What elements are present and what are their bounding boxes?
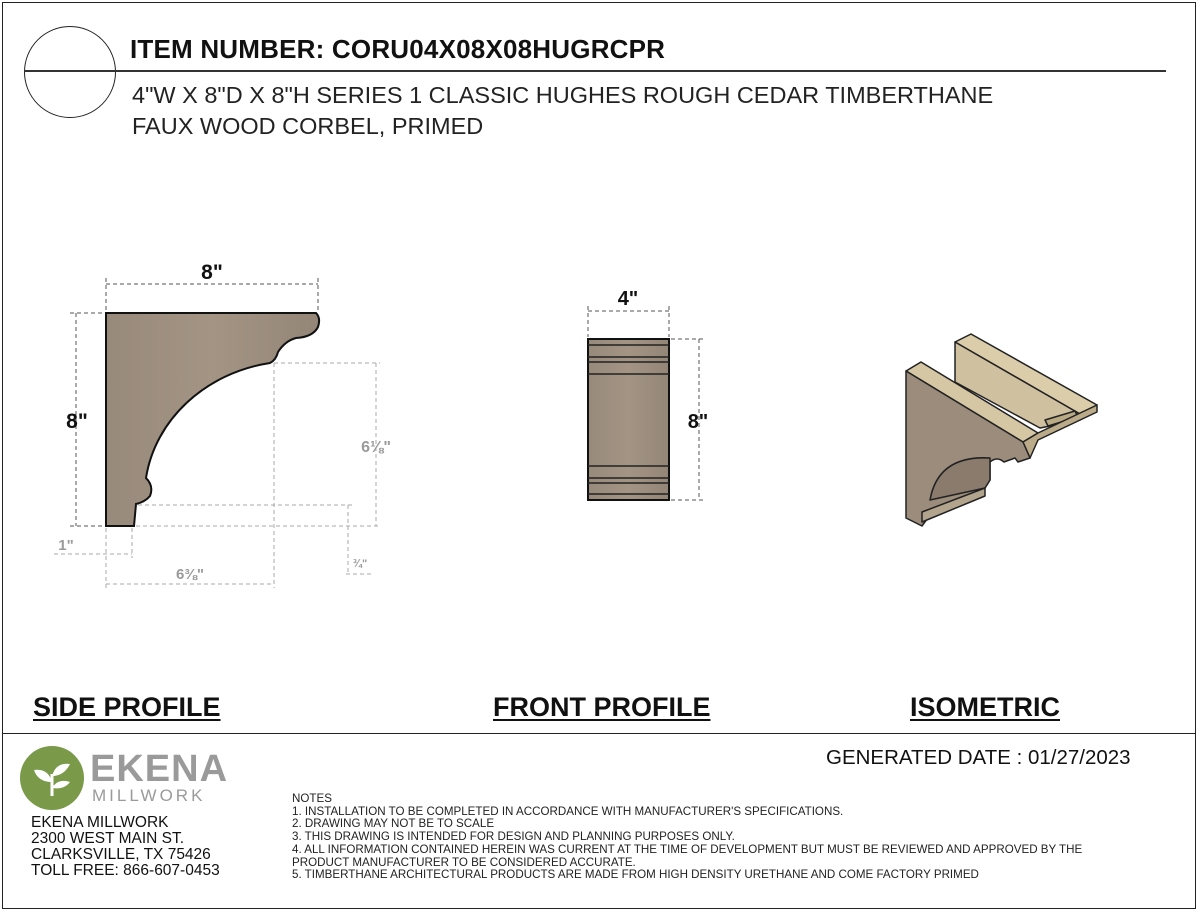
item-number: ITEM NUMBER: CORU04X08X08HUGRCPR — [130, 34, 666, 64]
brand-subtitle: MILLWORK — [92, 786, 206, 805]
leaf-logo-icon — [20, 746, 84, 810]
note-item: 4. ALL INFORMATION CONTAINED HEREIN WAS CURRENT AT THE TIME OF DEVELOPMENT BUT MUST BE REVIEWED AND APPROVED BY THE — [292, 842, 1083, 856]
description-line-2: FAUX WOOD CORBEL, PRIMED — [132, 113, 484, 139]
note-item: 2. DRAWING MAY NOT BE TO SCALE — [292, 817, 495, 831]
side-height-label: 8" — [66, 410, 88, 433]
side-lip-label: ¾" — [352, 558, 368, 570]
address-line-1: 2300 WEST MAIN ST. — [31, 830, 185, 847]
notes-heading: NOTES — [292, 792, 332, 805]
front-height-label: 8" — [687, 411, 709, 433]
front-width-label: 4" — [617, 288, 639, 310]
side-curve-height-label: 6⅛" — [361, 439, 391, 456]
notes-block — [292, 793, 1082, 882]
note-item: PRODUCT MANUFACTURER TO BE CONSIDERED ACCURATE. — [292, 855, 636, 869]
company-name: EKENA MILLWORK — [31, 814, 169, 831]
leaf-icon — [20, 746, 84, 810]
brand-name: EKENA — [90, 748, 229, 790]
side-dim-lip — [138, 505, 372, 574]
footer-divider — [2, 733, 1196, 734]
isometric-label: ISOMETRIC — [910, 692, 1061, 722]
side-profile-shape — [106, 313, 319, 526]
note-item: 1. INSTALLATION TO BE COMPLETED IN ACCORDANCE WITH MANUFACTURER'S SPECIFICATIONS. — [292, 804, 844, 818]
description-line-1: 4"W X 8"D X 8"H SERIES 1 CLASSIC HUGHES ROUGH CEDAR TIMBERTHANE — [132, 82, 994, 108]
generated-date: GENERATED DATE : 01/27/2023 — [826, 746, 1131, 769]
front-dim-width — [588, 306, 669, 337]
isometric-view — [906, 334, 1097, 526]
side-base-label: 1" — [58, 537, 74, 554]
side-curve-width-label: 6⅜" — [176, 566, 204, 583]
side-profile-label: SIDE PROFILE — [33, 692, 221, 722]
note-item: 3. THIS DRAWING IS INTENDED FOR DESIGN AND PLANNING PURPOSES ONLY. — [292, 830, 735, 844]
address-line-2: CLARKSVILLE, TX 75426 — [31, 846, 211, 863]
phone-number: TOLL FREE: 866-607-0453 — [31, 862, 220, 879]
side-width-label: 8" — [201, 261, 223, 284]
company-info — [31, 815, 220, 879]
side-profile-view — [54, 261, 391, 588]
front-profile-view — [588, 288, 708, 500]
note-item: 5. TIMBERTHANE ARCHITECTURAL PRODUCTS ARE MADE FROM HIGH DENSITY URETHANE AND COME FACTORY PRIMED — [292, 868, 979, 882]
front-profile-label: FRONT PROFILE — [493, 692, 711, 722]
front-profile-shape — [588, 339, 669, 500]
